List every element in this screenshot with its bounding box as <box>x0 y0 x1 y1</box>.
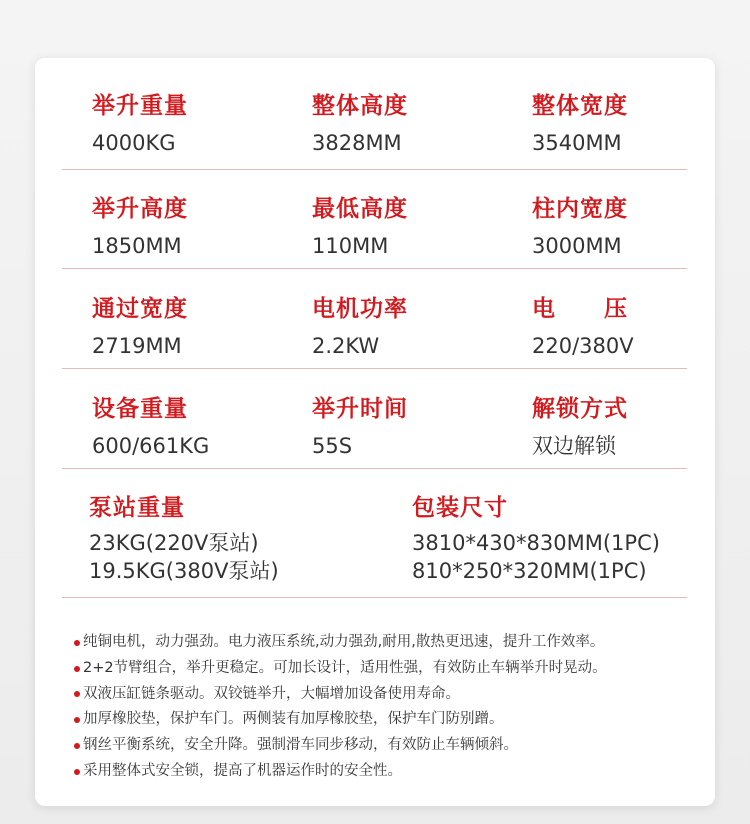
spec-label: 通过宽度 <box>92 296 188 322</box>
feature-item <box>74 733 694 759</box>
spec-label: 举升重量 <box>92 93 188 119</box>
spec-value-group <box>89 529 279 585</box>
spec-item-inner-width <box>532 194 628 260</box>
bullet-dot-icon <box>74 769 80 775</box>
bullet-dot-icon <box>74 691 80 697</box>
spec-value: 110MM <box>312 234 389 258</box>
spec-item-lift-time <box>312 394 408 460</box>
spec-row <box>62 194 687 269</box>
spec-item-overall-height <box>312 91 408 157</box>
spec-item-motor-power <box>312 294 408 360</box>
spec-value: 3810*430*830MM(1PC) <box>412 531 660 555</box>
spec-value: 19.5KG(380V泵站) <box>89 559 279 583</box>
feature-text: 双液压缸链条驱动。双铰链举升，大幅增加设备使用寿命。 <box>83 685 460 702</box>
spec-value: 4000KG <box>92 131 176 155</box>
spec-value: 600/661KG <box>92 434 210 458</box>
spec-row <box>62 91 687 170</box>
feature-item <box>74 682 694 708</box>
spec-value: 220/380V <box>532 334 634 358</box>
spec-value: 810*250*320MM(1PC) <box>412 559 647 583</box>
spec-value: 3828MM <box>312 131 402 155</box>
spec-item-unlock-method <box>532 394 628 460</box>
feature-list <box>74 630 694 785</box>
spec-item-overall-width <box>532 91 628 157</box>
spec-value: 1850MM <box>92 234 182 258</box>
spec-item-lift-weight <box>92 91 188 157</box>
spec-value: 3000MM <box>532 234 622 258</box>
spec-value: 双边解锁 <box>532 434 616 458</box>
spec-item-voltage <box>532 294 634 360</box>
spec-item-equipment-weight <box>92 394 209 460</box>
feature-text: 2+2节臂组合，举升更稳定。可加长设计，适用性强，有效防止车辆举升时晃动。 <box>83 659 607 676</box>
spec-row <box>62 394 687 469</box>
feature-text: 纯铜电机，动力强劲。电力液压系统,动力强劲,耐用,散热更迅速，提升工作效率。 <box>83 634 605 650</box>
spec-label: 设备重量 <box>92 396 188 422</box>
spec-item-lift-height <box>92 194 188 260</box>
bullet-dot-icon <box>74 666 80 672</box>
bullet-dot-icon <box>74 717 80 723</box>
spec-value: 3540MM <box>532 131 622 155</box>
spec-item-pass-width <box>92 294 188 360</box>
spec-label: 电 压 <box>532 296 628 322</box>
spec-value: 2719MM <box>92 334 182 358</box>
spec-row <box>62 493 687 598</box>
spec-card <box>35 58 715 806</box>
spec-label: 整体高度 <box>312 93 408 119</box>
feature-text: 加厚橡胶垫，保护车门。两侧装有加厚橡胶垫，保护车门防别蹭。 <box>83 711 504 728</box>
feature-text: 钢丝平衡系统，安全升降。强制滑车同步移动，有效防止车辆倾斜。 <box>83 737 518 754</box>
spec-label: 整体宽度 <box>532 93 628 119</box>
bullet-dot-icon <box>74 743 80 749</box>
spec-value: 55S <box>312 434 353 458</box>
feature-item <box>74 630 694 656</box>
spec-row <box>62 294 687 369</box>
spec-item-pump-weight <box>89 493 279 585</box>
spec-label: 电机功率 <box>312 296 408 322</box>
spec-label: 解锁方式 <box>532 396 628 422</box>
spec-label: 举升时间 <box>312 396 408 422</box>
spec-value: 2.2KW <box>312 334 380 358</box>
spec-value: 23KG(220V泵站) <box>89 531 259 555</box>
feature-item <box>74 707 694 733</box>
spec-label: 最低高度 <box>312 196 408 222</box>
feature-item <box>74 759 694 785</box>
bullet-dot-icon <box>74 640 80 646</box>
spec-label: 包装尺寸 <box>412 495 508 521</box>
spec-label: 泵站重量 <box>89 495 185 521</box>
spec-item-min-height <box>312 194 408 260</box>
spec-item-package-size <box>412 493 660 585</box>
feature-item <box>74 656 694 682</box>
spec-label: 举升高度 <box>92 196 188 222</box>
feature-text: 采用整体式安全锁，提高了机器运作时的安全性。 <box>83 762 402 779</box>
spec-value-group <box>412 529 660 585</box>
spec-label: 柱内宽度 <box>532 196 628 222</box>
